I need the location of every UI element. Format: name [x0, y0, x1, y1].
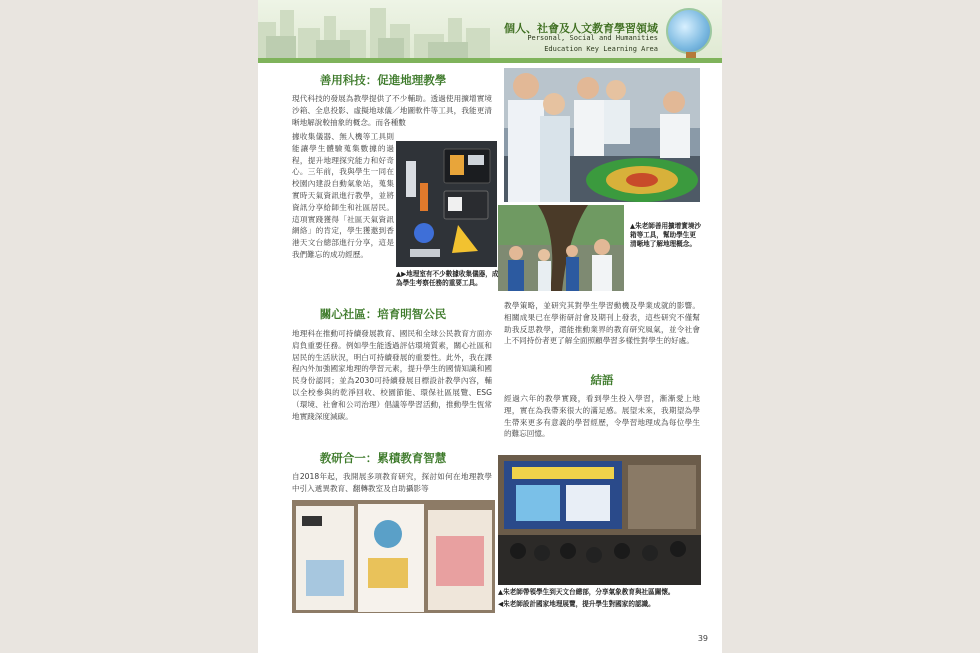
section-heading-community: 關心社區：培育明智公民 — [319, 307, 447, 321]
section1-paragraph-1: 現代科技的發展為教學提供了不少輔助。透過使用擴增實境沙箱、全息投影、虛擬地球儀／地圖軟件等工具，我能更清晰地解說較抽象的概念。而各種數 — [292, 94, 492, 127]
magazine-page — [258, 0, 722, 653]
caption-exhibit-2: ◀朱老師設計國家地理展覽，提升學生對國家的認識。 — [498, 600, 655, 608]
section-heading-research: 教研合一：累積教育智慧 — [319, 451, 447, 465]
photo-students-ar-sandbox — [504, 68, 700, 202]
section2-paragraph-1: 地理科在推動可持續發展教育、國民和全球公民教育方面亦肩負重要任務。例如學生能透過評估環境質素，關心社區和居民的生活狀況，明白可持續發展的重要性。此外，我在課程內外加強國家地理的學習元素，提升學生的國情知識和國民身份認同；並為2030可持續發展目標設計教學內容，輔以全校參與的乾淨回收、校園節能、環保社區展覽、ESG（環境、社會和公司治理）倡議等學習活動，推動學生恆常地實踐深度減碳。 — [292, 329, 492, 421]
section3-paragraph-1: 自2018年起，我開展多項教育研究，探討如何在地理教學中引入遞異教育、翻轉教室及自助攝影等 — [292, 472, 492, 493]
photo-geography-exhibition — [292, 500, 495, 613]
caption-students: ▲朱老師善用擴增實境沙箱等工具，幫助學生更清晰地了解地理概念。 — [630, 222, 702, 248]
caption-exhibit: ▲朱老師帶領學生到天文台總部，分享氣象教育與社區關懷。 — [498, 588, 675, 596]
header-divider — [258, 58, 722, 63]
right-column-paragraph: 教學策略，並研究其對學生學習動機及學業成就的影響。相關成果已在學術研討會及期刊上發表，這些研究不僅幫助我反思教學，還能推動業界的教育研究風氣，並令社會上不同持份者更了解全面照顧學習多樣性對學生的好處。 — [504, 301, 700, 346]
header-title-chinese: 個人、社會及人文教育學習領域 — [504, 22, 658, 35]
photo-data-instruments — [396, 141, 497, 267]
section-heading-technology: 善用科技：促進地理教學 — [319, 73, 447, 87]
section-heading-conclusion: 結語 — [590, 373, 614, 387]
section1-paragraph-2: 據收集儀器、無人機等工具則能讓學生體驗蒐集數據的過程，提升地理探究能力和好奇心。三年前，我與學生一同在校園內建設自動氣象站，蒐集實時天氣資訊進行教學，並將資訊分享給師生和社區居民。這項實踐獲得「社區天氣資訊網絡」的肯定，學生獲邀到香港天文台總部進行分享，這是我們難忘的成功經歷。 — [292, 132, 394, 259]
header-title-english-line1: Personal, Social and Humanities — [527, 34, 658, 42]
conclusion-paragraph: 經過六年的教學實踐，看到學生投入學習，漸漸愛上地理，實在為我帶來很大的滿足感。展望未來，我期望為學生帶來更多有意義的學習經歷，令學習地理成為每位學生的難忘回憶。 — [504, 394, 700, 439]
page-header — [258, 0, 722, 60]
photo-observatory-presentation — [498, 455, 701, 585]
photo-field-trip — [498, 205, 624, 291]
globe-balloon-icon — [666, 8, 712, 54]
header-title-english-line2: Education Key Learning Area — [544, 45, 658, 53]
page-number: 39 — [697, 634, 708, 643]
caption-instruments: ▲▶地理室有不少數據收集儀器，成為學生考察任務的重要工具。 — [396, 270, 499, 287]
